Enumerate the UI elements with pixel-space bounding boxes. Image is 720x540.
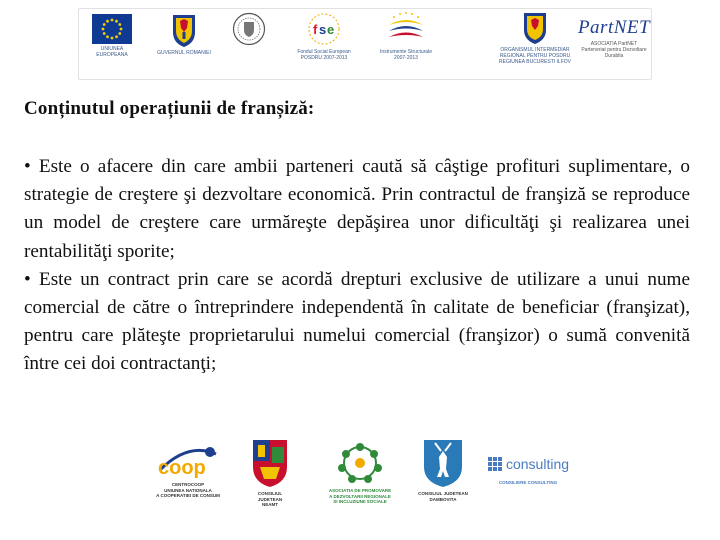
oi-coat-of-arms-icon: [522, 11, 548, 45]
consulting-mark: [487, 456, 569, 472]
fse-star-icon: [306, 11, 342, 47]
oi-caption: ORGANISMUL INTERMEDIAR REGIONAL PENTRU POSDRU REGIUNEA BUCURESTI ILFOV: [499, 47, 571, 65]
dambovita-logo: [414, 437, 472, 502]
svg-text:e: e: [327, 22, 335, 37]
neamt-caption: CONSILIUL JUDETEAN NEAMT: [257, 491, 283, 507]
coop-icon: [152, 440, 224, 480]
seal-icon: [232, 12, 266, 46]
dambovita-shield-icon: [421, 437, 465, 489]
bullet-paragraph: • Este un contract prin care se acordă drepturi exclusive de utilizare a unui nume comercial de către o întreprindere independentă în calitate de beneficiar (franşizat), pentru care plăteşte proprietarului numelui comercial (franşizor) o sumă convenită între cei doi contractanţi;: [24, 268, 690, 375]
consulting-logo: [484, 456, 572, 486]
development-association-logo: [320, 440, 400, 505]
structural-caption: Instrumente Structurale 2007-2013: [380, 49, 432, 61]
coat-of-arms-icon: [170, 12, 198, 48]
grid-icon: [487, 456, 503, 472]
partnet-logo: [579, 17, 649, 59]
svg-text:s: s: [319, 22, 327, 37]
partnet-subtext: ASOCIATIA PartNET Parteneriat pentru Dezvoltare Durabila: [581, 41, 647, 59]
header-logo-bar: [78, 8, 652, 80]
centrocoop-logo: [148, 440, 228, 499]
structural-instruments-logo: [371, 11, 441, 61]
neamt-shield-icon: [250, 437, 290, 489]
eu-flag-icon: [92, 14, 132, 44]
oi-posdru-logo: [497, 11, 573, 65]
consulting-caption: CONSILIERE CONSULTING: [498, 480, 558, 485]
eu-flag-logo: [87, 14, 137, 58]
neamt-logo: [246, 437, 294, 508]
association-caption: ASOCIATIA DE PROMOVARE A DEZVOLTARII REGIONALE SI INCLUZIUNII SOCIALE: [328, 488, 392, 504]
bullet-paragraph: • Este o afacere din care ambii parteneri caută să câştige profituri suplimentare, o strategie de creştere şi dezvoltare economică. Prin contractul de franşiză se reproduce un model de creştere care urmăreşte depăşirea unor dificultăţi şi realizarea unei rentabilităţi sporite;: [24, 156, 690, 262]
centrocoop-caption: CENTROCOOP UNIUNEA NATIONALA A COOPERATIEI DE CONSUM: [156, 482, 220, 498]
svg-text:f: f: [313, 22, 318, 37]
structural-instruments-icon: [385, 11, 427, 47]
fse-caption: Fondul Social European POSDRU 2007-2013: [297, 49, 351, 61]
dambovita-caption: CONSILIUL JUDETEAN DAMBOVITA: [418, 491, 468, 502]
government-caption: GUVERNUL ROMANIEI: [157, 50, 211, 56]
consulting-wordmark: consulting: [505, 456, 570, 472]
page-title: Conținutul operațiunii de franșiză:: [24, 98, 315, 119]
people-circle-icon: [330, 440, 390, 486]
partnet-wordmark: PartNET: [577, 17, 651, 38]
svg-text:coop: coop: [158, 457, 206, 479]
romania-government-logo: [157, 12, 211, 56]
content-body: [24, 153, 690, 379]
fse-logo: [289, 11, 359, 61]
eu-caption: UNIUNEA EUROPEANA: [96, 46, 128, 58]
ministry-seal-logo: [229, 12, 269, 46]
